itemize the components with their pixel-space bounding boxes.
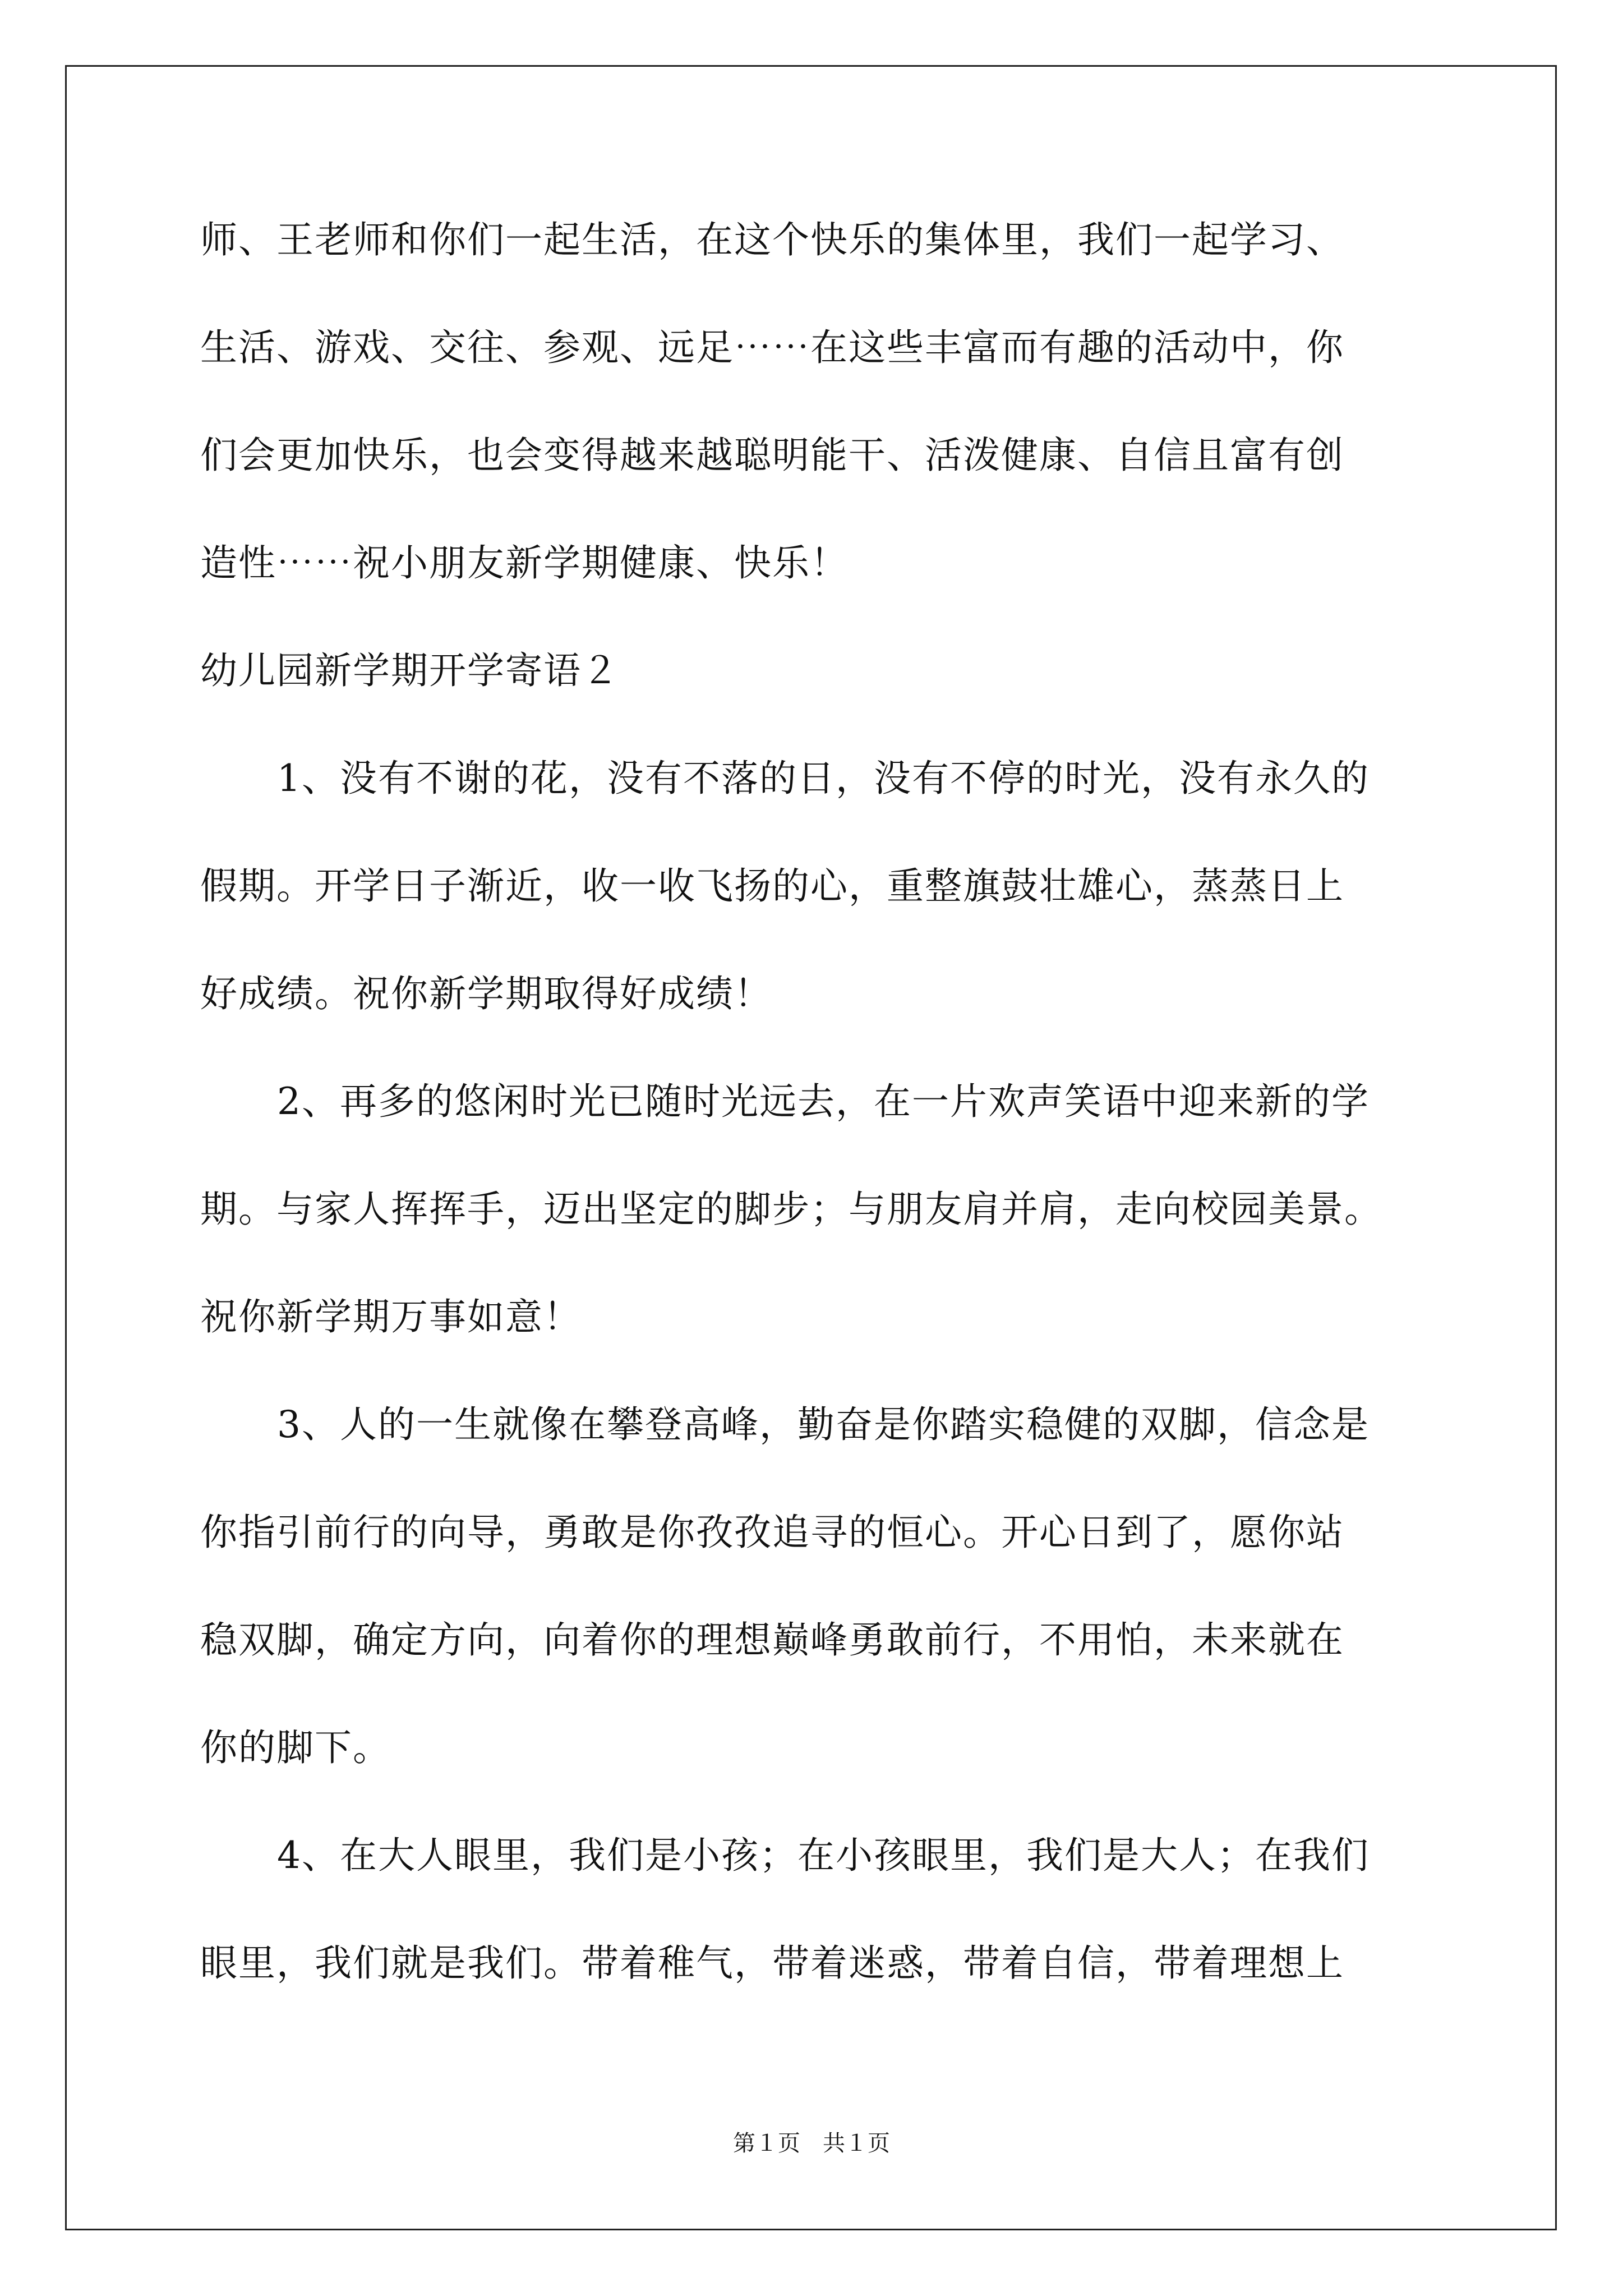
body-line-1: 师、王老师和你们一起生活，在这个快乐的集体里，我们一起学习、 (200, 218, 1344, 261)
body-line-2: 生活、游戏、交往、参观、远足⋯⋯在这些丰富而有趣的活动中，你 (200, 326, 1344, 369)
body-line-3: 们会更加快乐，也会变得越来越聪明能干、活泼健康、自信且富有创 (200, 434, 1344, 477)
item-3-line-2: 你指引前行的向导，勇敢是你孜孜追寻的恒心。开心日到了，愿你站 (200, 1511, 1344, 1554)
item-2-line-2: 期。与家人挥挥手，迈出坚定的脚步；与朋友肩并肩，走向校园美景。 (200, 1188, 1382, 1231)
item-1-line-1: 1、没有不谢的花，没有不落的日，没有不停的时光，没有永久的 (277, 757, 1370, 800)
section-heading: 幼儿园新学期开学寄语２ (200, 649, 620, 692)
item-2-line-1: 2、再多的悠闲时光已随时光远去，在一片欢声笑语中迎来新的学 (277, 1080, 1370, 1123)
item-3-line-1: 3、人的一生就像在攀登高峰，勤奋是你踏实稳健的双脚，信念是 (277, 1403, 1370, 1446)
page-number-footer: 第１页 共１页 (733, 2131, 890, 2156)
item-3-line-3: 稳双脚，确定方向，向着你的理想巅峰勇敢前行，不用怕，未来就在 (200, 1618, 1344, 1662)
page-border (65, 65, 1557, 2230)
item-1-line-3: 好成绩。祝你新学期取得好成绩！ (200, 972, 772, 1015)
item-1-line-2: 假期。开学日子渐近，收一收飞扬的心，重整旗鼓壮雄心，蒸蒸日上 (200, 864, 1344, 908)
item-2-line-3: 祝你新学期万事如意！ (200, 1295, 582, 1338)
item-4-line-1: 4、在大人眼里，我们是小孩；在小孩眼里，我们是大人；在我们 (277, 1834, 1370, 1877)
item-3-line-4: 你的脚下。 (200, 1726, 391, 1769)
body-line-4: 造性⋯⋯祝小朋友新学期健康、快乐！ (200, 541, 849, 585)
item-4-line-2: 眼里，我们就是我们。带着稚气，带着迷惑，带着自信，带着理想上 (200, 1941, 1344, 1985)
